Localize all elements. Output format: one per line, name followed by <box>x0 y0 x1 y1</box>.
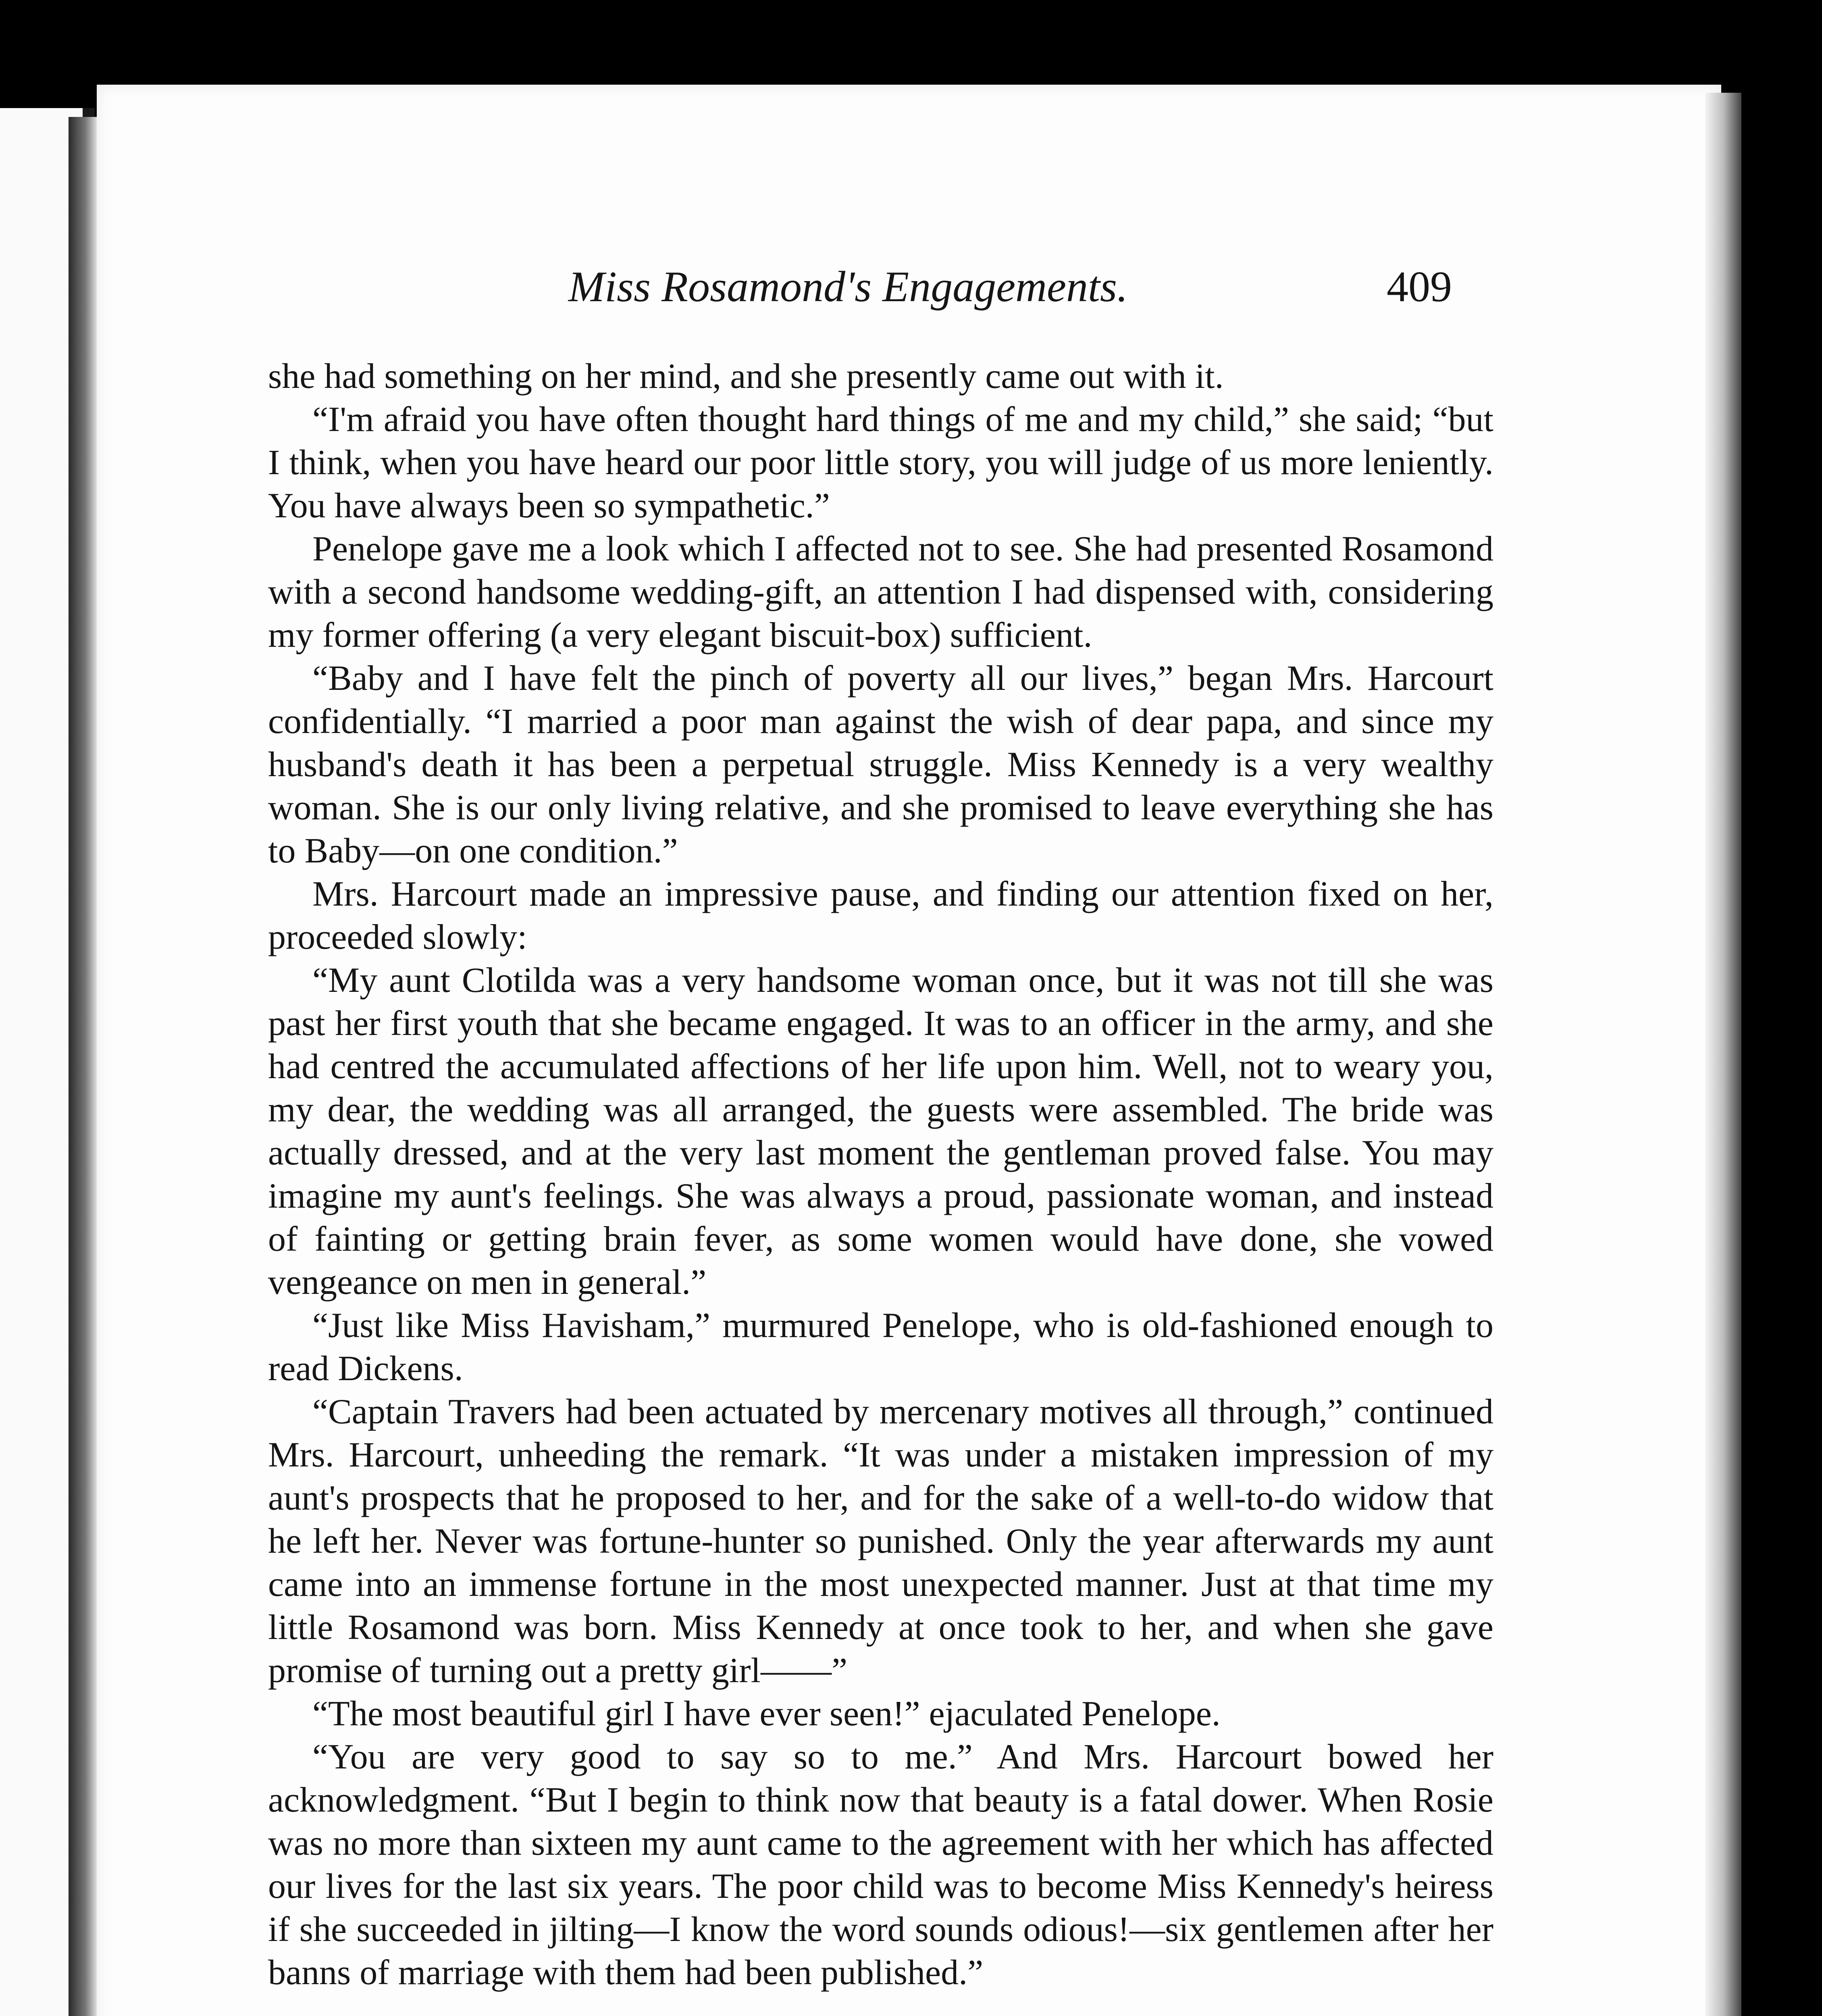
paragraph-8: “Captain Travers had been actuated by mercenary motives all through,” continued Mrs. Harcourt, unheeding the remark. “It was under a mistaken impression of my aunt's prospects that he proposed to her, and for the sake of a well-to-do widow that he left her. Never was fortune-hunter so punished. Only the year afterwards my aunt came into an immense fortune in the most unexpected manner. Just at that time my little Rosamond was born. Miss Kennedy at once took to her, and when she gave promise of turning out a pretty girl——” <box>268 1392 1493 1690</box>
paragraph-4: “Baby and I have felt the pinch of poverty all our lives,” began Mrs. Harcourt confidentially. “I married a poor man against the wish of dear papa, and since my husband's death it has been a perpetual struggle. Miss Kennedy is a very wealthy woman. She is our only living relative, and she promised to leave everything she has to Baby—on one condition.” <box>268 659 1493 871</box>
paragraph-3: Penelope gave me a look which I affected not to see. She had presented Rosamond with a second handsome wedding-gift, an attention I had dispensed with, considering my former offering (a very elegant biscuit-box) sufficient. <box>268 529 1493 655</box>
page-number: 409 <box>1387 263 1452 311</box>
book-spine-shadow <box>69 117 97 2016</box>
paragraph-10: “You are very good to say so to me.” And Mrs. Harcourt bowed her acknowledgment. “But I begin to think now that beauty is a fatal dower. When Rosie was no more than sixteen my aunt came to the agreement with her which has affected our lives for the last six years. The poor child was to become Miss Kennedy's heiress if she succeeded in jilting—I know the word sounds odious!—six gentlemen after her banns of marriage with them had been published.” <box>268 1737 1493 1992</box>
page-edge-shadow <box>1705 93 1741 2016</box>
paragraph-5: Mrs. Harcourt made an impressive pause, and finding our attention fixed on her, proceeded slowly: <box>268 875 1493 957</box>
paragraph-9: “The most beautiful girl I have ever seen!” ejaculated Penelope. <box>312 1694 1221 1733</box>
paragraph-7: “Just like Miss Havisham,” murmured Penelope, who is old-fashioned enough to read Dickens. <box>268 1306 1493 1388</box>
running-head: Miss Rosamond's Engagements. <box>568 263 1128 311</box>
paragraph-2: “I'm afraid you have often thought hard things of me and my child,” she said; “but I think, when you have heard our poor little story, you will judge of us more leniently. You have always been so sympathetic.” <box>268 400 1493 525</box>
paragraph-6: “My aunt Clotilda was a very handsome woman once, but it was not till she was past her first youth that she became engaged. It was to an officer in the army, and she had centred the accumulated affections of her life upon him. Well, not to weary you, my dear, the wedding was all arranged, the guests were assembled. The bride was actually dressed, and at the very last moment the gentleman proved false. You may imagine my aunt's feelings. She was always a proud, passionate woman, and instead of fainting or getting brain fever, as some women would have done, she vowed vengeance on men in general.” <box>268 961 1493 1302</box>
body-text <box>268 355 1493 1994</box>
paragraph-1: she had something on her mind, and she presently came out with it. <box>268 357 1224 396</box>
